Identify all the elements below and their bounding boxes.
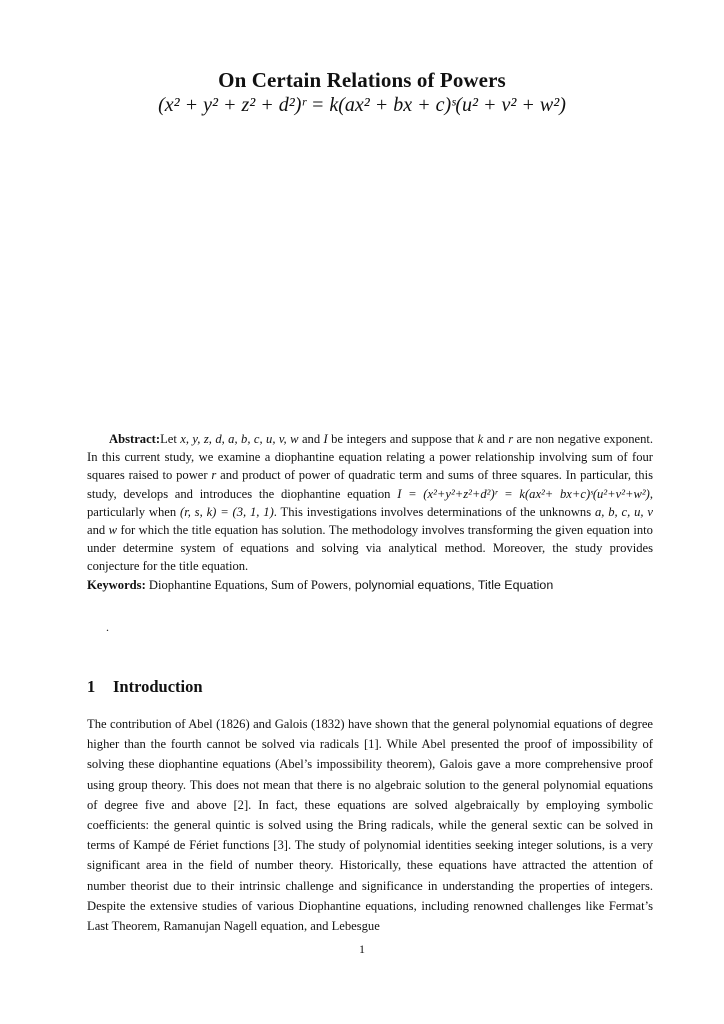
abstract-text: , particularly when [87,486,653,519]
abstract-text: and [298,432,324,446]
title-equation: (x² + y² + z² + d²)ʳ = k(ax² + bx + c)ˢ(u² + v² + w²) [158,94,566,116]
abstract-paragraph [87,430,653,576]
math-variable: r [211,468,217,483]
section-heading [87,677,203,697]
abstract-block [87,430,653,594]
paper-title: On Certain Relations of Powers [218,68,506,92]
math-variables: x, y, z, d, a, b, c, u, v, w [180,432,299,446]
abstract-text: Let [160,432,181,446]
section-title: Introduction [113,677,203,696]
page-number: 1 [359,942,365,956]
abstract-text: be integers and suppose that [327,432,478,446]
abstract-text: and [483,432,509,446]
keywords-sans: , polynomial equations, Title Equation [347,577,554,592]
math-variable: k [477,432,484,446]
abstract-text: and product of power of quadratic term and sums of three squares. In particular, this study, develops and introduces the diophantine equation [87,468,654,501]
abstract-label: Abstract: [109,432,161,446]
math-variables: a, b, c, u, v [594,504,653,519]
math-equation: I = (x²+y²+z²+d²)ʳ = k(ax²+ bx+c)ˢ(u²+v²+w²) [397,486,650,501]
section-number: 1 [87,677,96,696]
abstract-text: are non negative exponent. In this current study, we examine a diophantine equation relating a power relationship involving sum of four squares raised to power [87,432,654,483]
math-variable: r [508,432,514,446]
keywords-label: Keywords: [87,577,146,592]
intro-paragraph: The contribution of Abel (1826) and Galois (1832) have shown that the general polynomial equations of degree higher than the fourth cannot be solved via radicals [1]. While Abel presented the proof of impossibility of solving these diophantine equations (Abel’s impossibility theorem), Galois gave a more comprehensive proof using group theory. This does not mean that there is no algebraic solution to the general polynomial equations of degree five and above [2]. In fact, these equations are solved algebraically by employing symbolic coefficients: the general quintic is solved using the Bring radicals, while the general sextic can be solved in terms of Kampé de Fériet functions [3]. The study of polynomial identities seeking integer solutions, is a very significant area in the field of number theory. Historically, these equations have attracted the attention of number theorist due to their intrinsic challenge and significance in understanding the properties of integers. Despite the extensive studies of various Diophantine equations, including renowned challenges like Fermat’s Last Theorem, Ramanujan Nagell equation, and Lebesgue [87,717,653,934]
math-variable: w [108,523,118,538]
abstract-text: and [87,523,109,538]
math-condition: (r, s, k) = (3, 1, 1) [180,504,274,519]
abstract-text: . This investigations involves determinations of the unknowns [273,504,595,519]
keywords-serif: Diophantine Equations, Sum of Powers [145,577,348,592]
math-variable: I [323,432,328,446]
abstract-text: for which the title equation has solution. The methodology involves transforming the given equation into under determine system of equations and solving via analytical method. Moreover, the study provides conjecture for the title equation. [87,523,653,574]
stray-mark: . [106,620,109,634]
keywords-line [87,576,653,594]
